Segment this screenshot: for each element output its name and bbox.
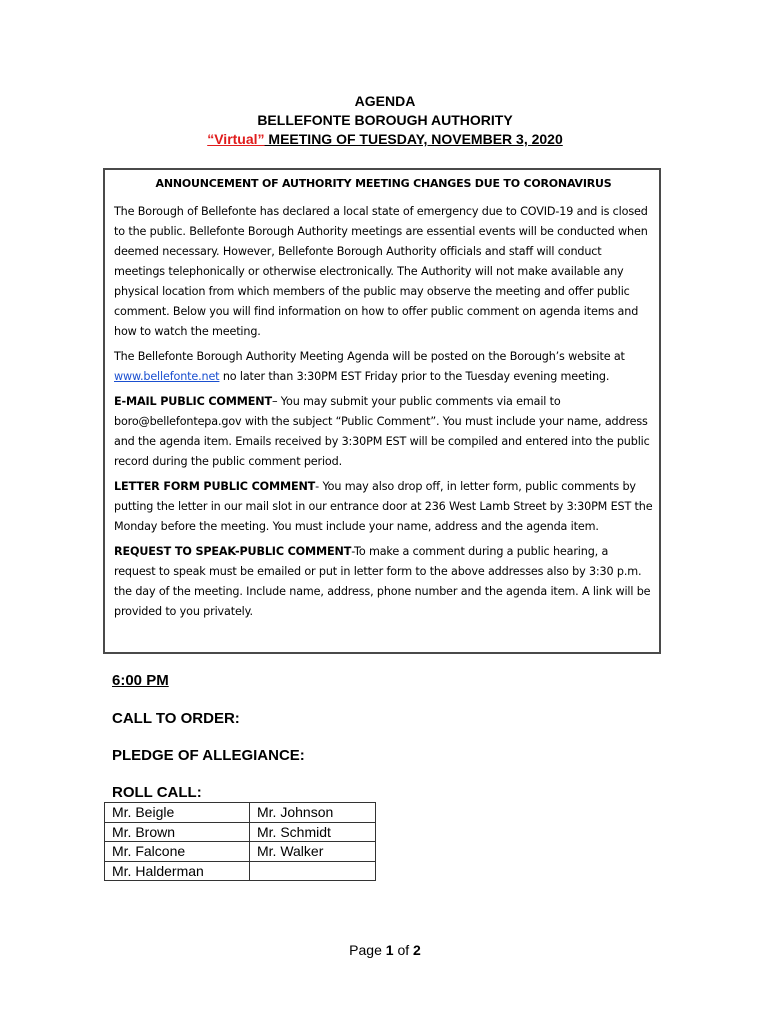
letter-comment-label: LETTER FORM PUBLIC COMMENT bbox=[114, 480, 316, 493]
table-row bbox=[105, 861, 376, 881]
meeting-date: MEETING OF TUESDAY, NOVEMBER 3, 2020 bbox=[264, 131, 563, 147]
member-name: Mr. Falcone bbox=[105, 842, 250, 862]
pledge-heading: PLEDGE OF ALLEGIANCE: bbox=[112, 747, 305, 764]
page-total: 2 bbox=[413, 942, 421, 958]
page-footer: Page 1 of 2 bbox=[349, 942, 421, 958]
call-to-order-heading: CALL TO ORDER: bbox=[112, 710, 240, 727]
table-row bbox=[105, 822, 376, 842]
header-meeting-line bbox=[0, 130, 770, 149]
member-name-empty bbox=[250, 861, 376, 881]
announcement-para-emergency: The Borough of Bellefonte has declared a local state of emergency due to COVID-19 and is closed to the public. Bellefonte Borough Authority meetings are essential events will be conducted when deemed necessary. However, Bellefonte Borough Authority officials and staff will conduct meetings telephonically or otherwise electronically. The Authority will not make available any physical location from which members of the public may observe the meeting and offer public comment. Below you will find information on how to offer public comment on agenda items and how to watch the meeting. bbox=[114, 205, 648, 338]
meeting-time: 6:00 PM bbox=[112, 672, 169, 689]
email-comment-para: E-MAIL PUBLIC COMMENT– You may submit your public comments via email to boro@bellefontepa.gov with the subject “Public Comment”. You must include your name, address and the agenda item. Emails received by 3:30PM EST will be compiled and entered into the public record during the public comment period. bbox=[114, 395, 650, 468]
member-name: Mr. Beigle bbox=[105, 803, 250, 823]
member-name: Mr. Johnson bbox=[250, 803, 376, 823]
roll-call-heading: ROLL CALL: bbox=[112, 784, 202, 801]
agenda-header bbox=[0, 92, 770, 149]
email-comment-label: E-MAIL PUBLIC COMMENT bbox=[114, 395, 272, 408]
announcement-box bbox=[103, 168, 661, 654]
speak-request-para: REQUEST TO SPEAK-PUBLIC COMMENT-To make a comment during a public hearing, a request to speak must be emailed or put in letter form to the above addresses also by 3:30 p.m. the day of the meeting. Include name, address, phone number and the agenda item. A link will be provided to you privately. bbox=[114, 545, 651, 618]
table-row bbox=[105, 803, 376, 823]
header-authority-name: BELLEFONTE BOROUGH AUTHORITY bbox=[257, 112, 513, 128]
speak-request-label: REQUEST TO SPEAK-PUBLIC COMMENT bbox=[114, 545, 352, 558]
page-number: 1 bbox=[385, 942, 394, 958]
member-name: Mr. Walker bbox=[250, 842, 376, 862]
roll-call-table bbox=[104, 802, 376, 881]
announcement-para-agenda-posting: The Bellefonte Borough Authority Meeting Agenda will be posted on the Borough’s website at www.bellefonte.net no later than 3:30PM EST Friday prior to the Tuesday evening meeting. bbox=[114, 350, 625, 383]
member-name: Mr. Schmidt bbox=[250, 822, 376, 842]
header-agenda: AGENDA bbox=[354, 93, 416, 109]
table-row bbox=[105, 842, 376, 862]
letter-comment-para: LETTER FORM PUBLIC COMMENT- You may also drop off, in letter form, public comments by putting the letter in our mail slot in our entrance door at 236 West Lamb Street by 3:30PM EST the Monday before the meeting. You must include your name, address and the agenda item. bbox=[114, 480, 653, 533]
member-name: Mr. Brown bbox=[105, 822, 250, 842]
website-link[interactable]: www.bellefonte.net bbox=[114, 370, 220, 383]
virtual-label: “Virtual” bbox=[207, 131, 265, 147]
member-name: Mr. Halderman bbox=[105, 861, 250, 881]
announcement-title: ANNOUNCEMENT OF AUTHORITY MEETING CHANGES DUE TO CORONAVIRUS bbox=[155, 177, 612, 190]
